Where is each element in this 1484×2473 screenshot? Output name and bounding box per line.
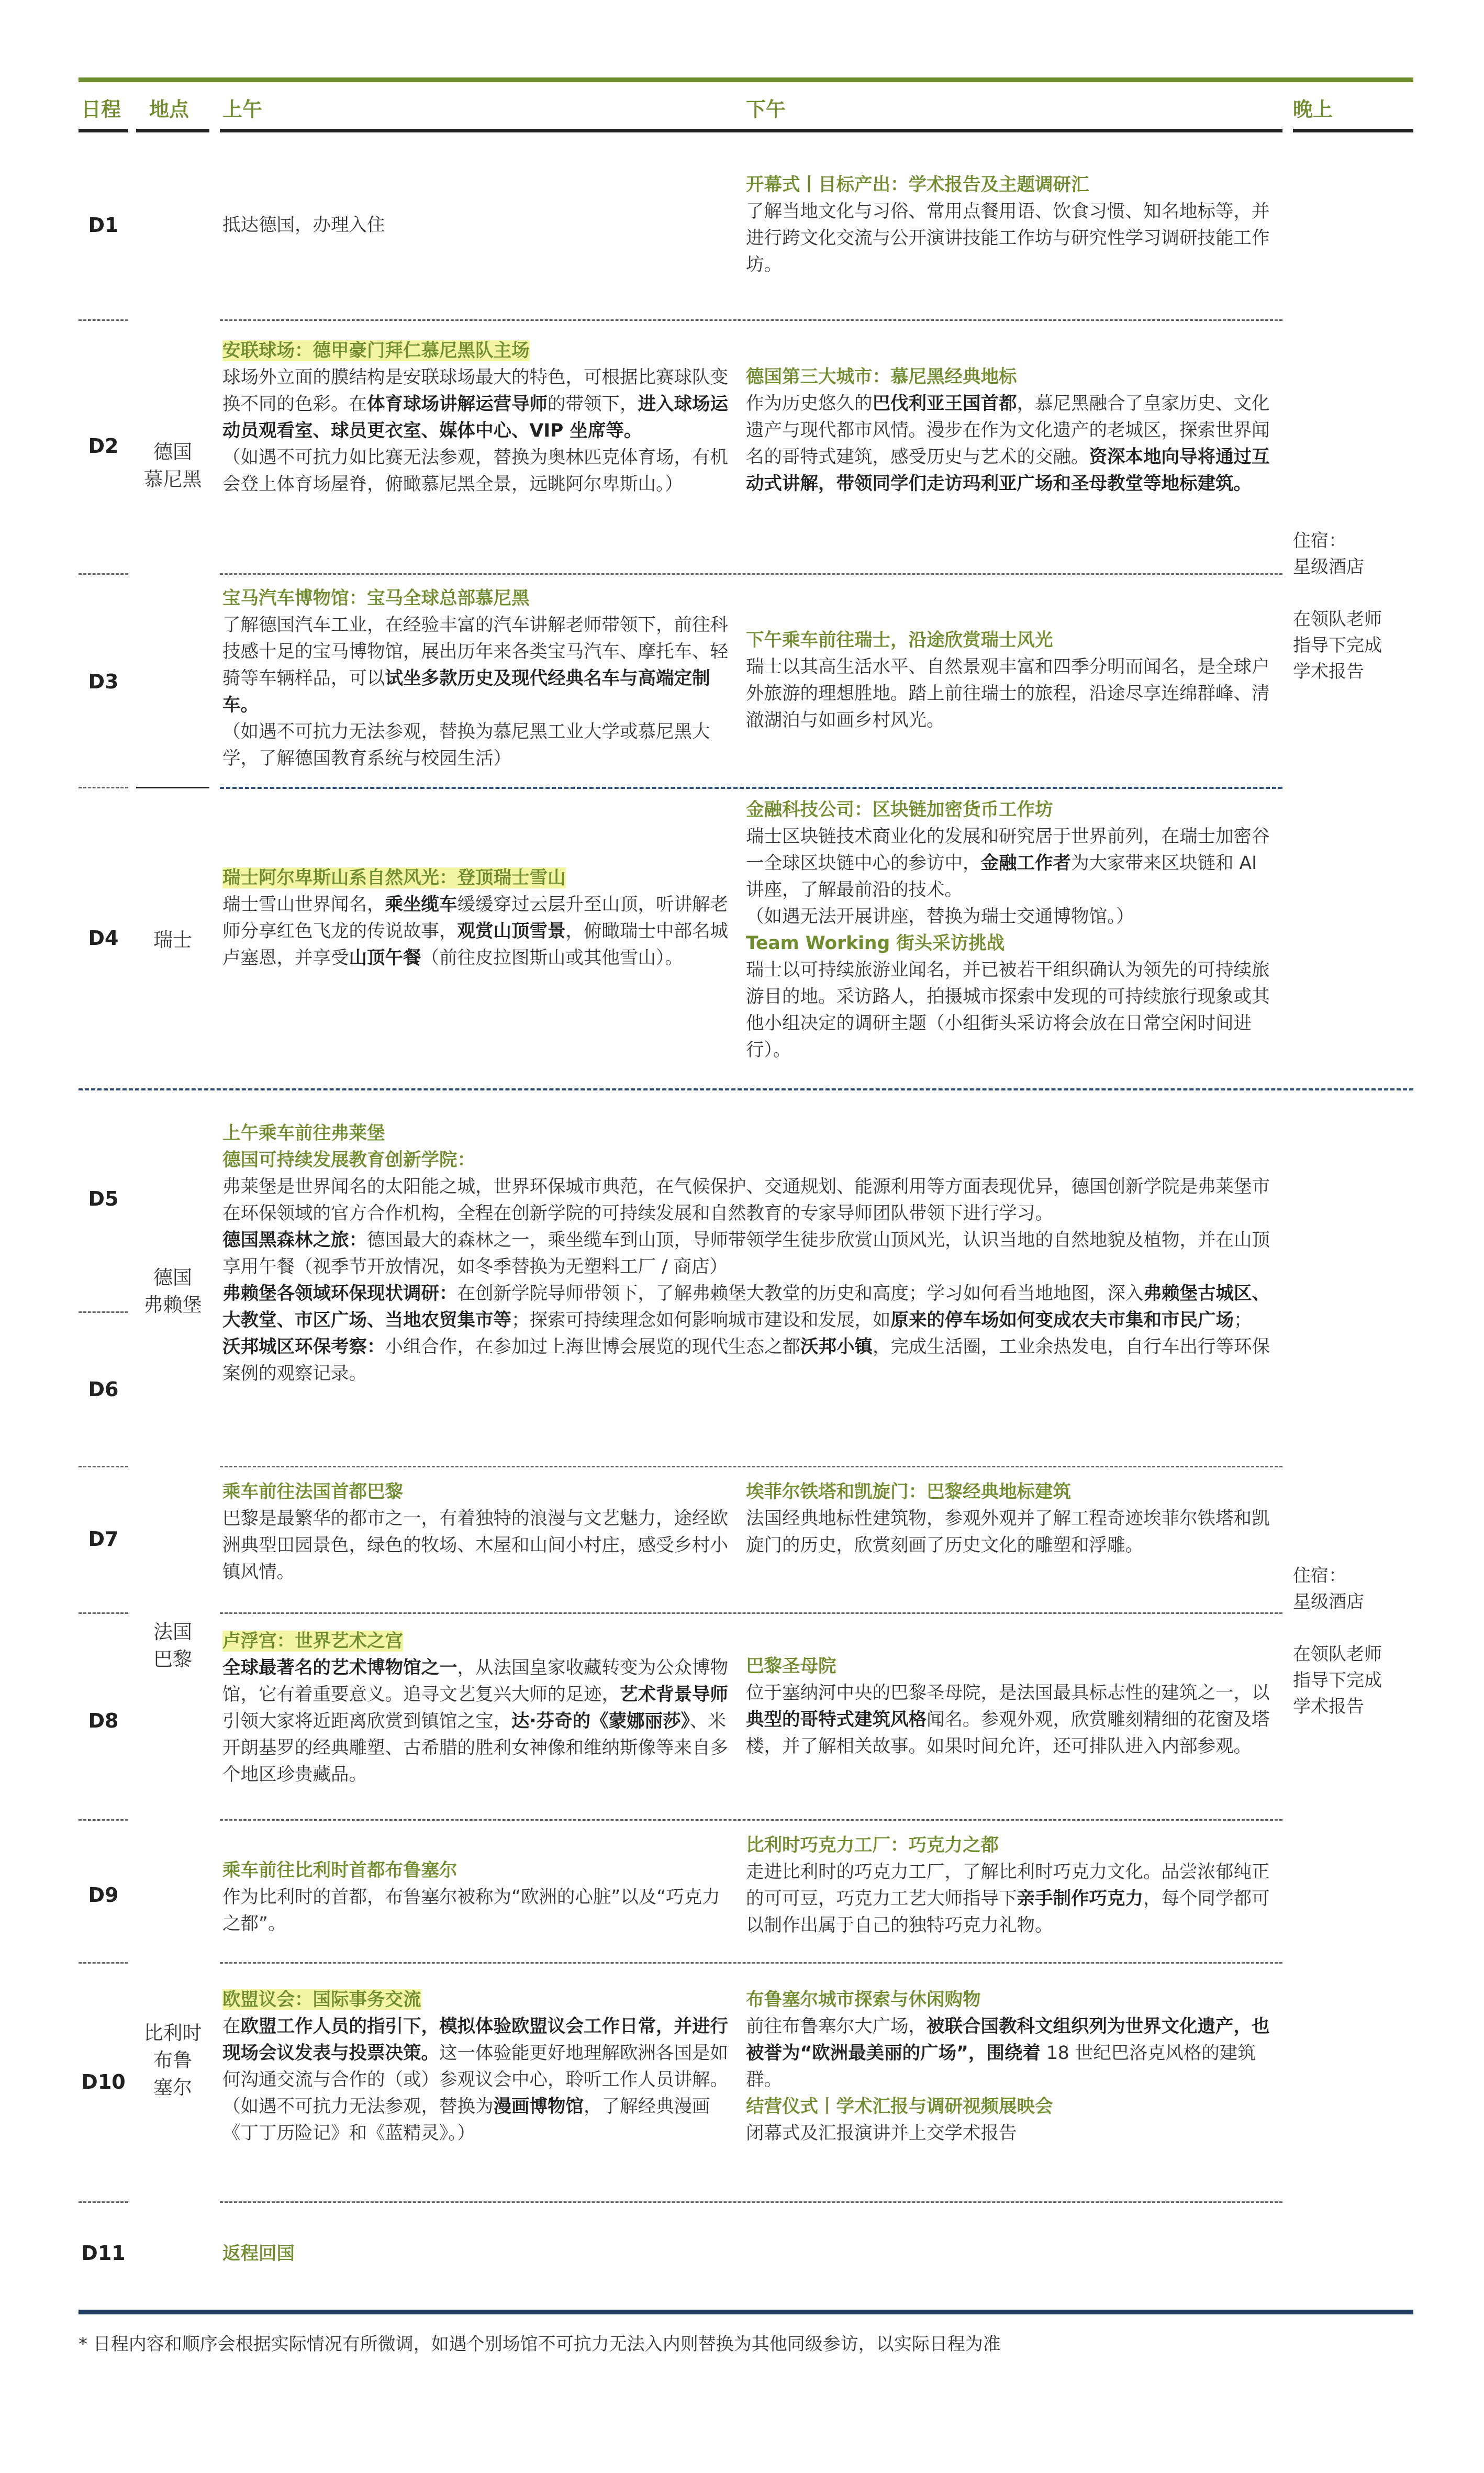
d5-title-1: 上午乘车前往弗莱堡 — [222, 1123, 385, 1144]
d8-morning-text: 、米开朗基罗的经典雕塑、古希腊的胜利女神像和维纳斯像等来自多个地区珍贵藏品。 — [222, 1711, 728, 1785]
d4-morning-text: 瑞士雪山世界闻名， — [222, 894, 385, 915]
d1-afternoon-title: 开幕式丨目标产出：学术报告及主题调研汇 — [746, 174, 1089, 195]
d3-morning-title: 宝马汽车博物馆：宝马全球总部慕尼黑 — [222, 588, 530, 609]
d4-afternoon-text: 为大家带来区块链和 AI 讲座，了解最前沿的技术。 — [746, 853, 1257, 900]
row-divider — [220, 1819, 1282, 1821]
header-rule — [1293, 129, 1413, 132]
day-label-d11: D11 — [81, 2242, 126, 2265]
d4-morning — [222, 865, 735, 972]
row-divider — [220, 1466, 1282, 1467]
d8-morning-text: 引领大家将近距离欣赏到镇馆之宝， — [222, 1711, 511, 1732]
d4-morning-bold: 山顶午餐 — [349, 948, 421, 968]
d2-afternoon-bold: 巴伐利亚王国首都 — [872, 393, 1017, 414]
d10-morning-bold: 欧盟工作人员的指引下，模拟体验欧盟议会工作日常，并进行现场会议发表与投票决策。 — [222, 2016, 728, 2064]
day-label-d10: D10 — [81, 2070, 126, 2093]
d8-morning — [222, 1628, 735, 1788]
d7-morning-text: 巴黎是最繁华的都市之一，有着独特的浪漫与文艺魅力，途经欧洲典型田园景色，绿色的牧场、木屋和山间小村庄，感受乡村小镇风情。 — [222, 1508, 728, 1583]
d6-text: 小组合作，在参加过上海世博会展览的现代生态之都 — [385, 1336, 800, 1357]
row-divider — [79, 1466, 128, 1467]
d6-bold: 沃邦小镇 — [800, 1336, 873, 1357]
d2-morning — [222, 338, 735, 498]
d10-afternoon-text: 18 世纪巴洛克风格的建筑群。 — [746, 2043, 1256, 2090]
d4-afternoon-text: 瑞士区块链技术商业化的发展和研究居于世界前列，在瑞士加密谷一全球区块链中心的参访中， — [746, 826, 1270, 874]
d2-afternoon-bold: 资深本地向导将通过互动式讲解，带领同学们走访玛利亚广场和圣母教堂等地标建筑。 — [746, 447, 1270, 494]
d2-morning-text: 球场外立面的膜结构是安联球场最大的特色，可根据比赛球队变换不同的色彩。在 — [222, 367, 728, 415]
d8-morning-title: 卢浮宫：世界艺术之宫 — [222, 1631, 403, 1652]
d8-morning-bold: 达·芬奇的《蒙娜丽莎》 — [511, 1711, 690, 1732]
d9-afternoon-bold: 亲手制作巧克力 — [1017, 1888, 1143, 1909]
d4-morning-text: （前往皮拉图斯山或其他雪山）。 — [421, 948, 683, 968]
d5-title-2: 德国可持续发展教育创新学院： — [222, 1150, 475, 1171]
bottom-rule — [79, 2310, 1413, 2314]
d8-afternoon-bold: 典型的哥特式建筑风格 — [746, 1709, 927, 1730]
d6-text: 在创新学院导师带领下，了解弗赖堡大教堂的历史和高度；学习如何看当地地图，深入 — [457, 1283, 1144, 1304]
d9-morning — [222, 1857, 735, 1937]
d7-morning — [222, 1479, 735, 1586]
d3-afternoon-text: 瑞士以其高生活水平、自然景观丰富和四季分明而闻名，是全球户外旅游的理想胜地。踏上前往瑞士的旅程，沿途尽享连绵群峰、清澈湖泊与如画乡村风光。 — [746, 656, 1270, 731]
d2-morning-title: 安联球场：德甲豪门拜仁慕尼黑队主场 — [222, 340, 530, 361]
d10-afternoon-bold: 被联合国教科文组织列为世界文化遗产，也被誉为“欧洲最美丽的广场”，围绕着 — [746, 2016, 1270, 2064]
d1-morning: 抵达德国，办理入住 — [222, 215, 385, 236]
d2-afternoon — [746, 364, 1275, 497]
row-divider — [220, 319, 1282, 321]
day-label-d1: D1 — [88, 214, 119, 237]
d3-afternoon — [746, 627, 1275, 734]
d7-afternoon-title: 埃菲尔铁塔和凯旋门：巴黎经典地标建筑 — [746, 1481, 1071, 1502]
location-brussels: 比利时 布鲁 塞尔 — [143, 2022, 202, 2099]
d8-afternoon-text: 位于塞纳河中央的巴黎圣母院，是法国最具标志性的建筑之一，以 — [746, 1683, 1270, 1703]
location-munich: 德国 慕尼黑 — [143, 441, 202, 491]
d4-afternoon — [746, 797, 1275, 1064]
d4-afternoon-text-2: 瑞士以可持续旅游业闻名，并已被若干组织确认为领先的可持续旅游目的地。采访路人，拍摄城市探索中发现的可持续旅行现象或其他小组决定的调研主题（小组街头采访将会放在日常空闲时间进行）。 — [746, 960, 1270, 1061]
d8-morning-bold: 艺术背景导师 — [620, 1684, 728, 1705]
header-rule — [136, 129, 209, 132]
d2-afternoon-text: 作为历史悠久的 — [746, 393, 873, 414]
d4-morning-title: 瑞士阿尔卑斯山系自然风光：登顶瑞士雪山 — [222, 867, 566, 888]
d7-afternoon-text: 法国经典地标性建筑物，参观外观并了解工程奇迹埃菲尔铁塔和凯旋门的历史，欣赏刻画了历史文化的雕塑和浮雕。 — [746, 1508, 1270, 1556]
location-freiburg: 德国 弗赖堡 — [143, 1266, 202, 1316]
day-label-d4: D4 — [88, 927, 119, 950]
top-rule — [79, 77, 1413, 82]
d6-bold: 弗赖堡古城区、大教堂、市区广场、当地农贸集市等 — [222, 1283, 1270, 1331]
header-day: 日程 — [81, 98, 121, 121]
day-label-d8: D8 — [88, 1709, 119, 1732]
d9-morning-title: 乘车前往比利时首都布鲁塞尔 — [222, 1860, 458, 1881]
d3-afternoon-title: 下午乘车前往瑞士，沿途欣赏瑞士风光 — [746, 630, 1053, 651]
row-divider — [79, 319, 128, 321]
d6-text: ，完成生活圈，工业余热发电，自行车出行等环保案例的观察记录。 — [222, 1336, 1270, 1384]
d5-bold: 德国黑森林之旅： — [222, 1230, 367, 1251]
d9-afternoon-text: ，每个同学都可以制作出属于自己的独特巧克力礼物。 — [746, 1888, 1270, 1936]
d10-morning-text: 在 — [222, 2016, 241, 2037]
day-label-d2: D2 — [88, 435, 119, 458]
d2-morning-note: （如遇不可抗力如比赛无法参观，替换为奥林匹克体育场，有机会登上体育场屋脊，俯瞰慕尼黑全景，远眺阿尔卑斯山。） — [222, 447, 728, 495]
header-morning: 上午 — [222, 98, 263, 121]
header-afternoon: 下午 — [746, 98, 786, 121]
footnote: * 日程内容和顺序会根据实际情况有所微调，如遇个别场馆不可抗力无法入内则替换为其他同级参访，以实际日程为准 — [79, 2334, 1001, 2355]
d4-afternoon-bold: 金融工作者 — [980, 853, 1071, 874]
d10-morning — [222, 1987, 735, 2147]
header-evening: 晚上 — [1293, 98, 1333, 121]
evening-note-1: 住宿： 星级酒店 在领队老师 指导下完成 学术报告 — [1293, 530, 1382, 682]
row-divider — [220, 573, 1282, 575]
d2-morning-bold: 进入球场运动员观看室、球员更衣室、媒体中心、VIP 坐席等。 — [222, 394, 728, 441]
location-swiss: 瑞士 — [153, 929, 192, 951]
location-divider — [136, 787, 209, 788]
day-label-d6: D6 — [88, 1378, 119, 1401]
d6-bold: 弗赖堡各领域环保现状调研： — [222, 1283, 458, 1304]
d8-afternoon — [746, 1653, 1275, 1760]
d7-afternoon — [746, 1479, 1275, 1559]
location-paris: 法国 巴黎 — [153, 1621, 192, 1670]
header-rule — [743, 129, 1282, 132]
d4-morning-bold: 观赏山顶雪景 — [457, 921, 566, 942]
row-divider — [79, 573, 128, 575]
evening-note-2: 住宿： 星级酒店 在领队老师 指导下完成 学术报告 — [1293, 1565, 1382, 1717]
d10-morning-title: 欧盟议会：国际事务交流 — [222, 1989, 421, 2010]
d1-afternoon — [746, 172, 1275, 279]
d10-morning-note: （如遇不可抗力无法参观，替换为 — [222, 2096, 494, 2117]
row-divider — [79, 2201, 128, 2203]
d5-d6-content — [222, 1120, 1275, 1387]
d3-morning-note: （如遇不可抗力无法参观，替换为慕尼黑工业大学或慕尼黑大学，了解德国教育系统与校园生活） — [222, 721, 710, 769]
d4-morning-text: 缓缓穿过云层升至山顶，听讲解老师分享红色飞龙的传说故事， — [222, 894, 728, 942]
d5-text-2: 德国最大的森林之一，乘坐缆车到山顶，导师带领学生徒步欣赏山顶风光，认识当地的自然地貌及植物，并在山顶享用午餐（视季节开放情况，如冬季替换为无塑料工厂 / 商店） — [222, 1230, 1270, 1277]
row-divider — [79, 1612, 128, 1614]
row-divider — [220, 787, 1282, 789]
d3-morning-text: 了解德国汽车工业，在经验丰富的汽车讲解老师带领下，前往科技感十足的宝马博物馆，展出历年来各类宝马汽车、摩托车、轻骑等车辆样品，可以 — [222, 615, 728, 689]
day-label-d9: D9 — [88, 1884, 119, 1907]
day-label-d7: D7 — [88, 1528, 119, 1551]
d2-afternoon-title: 德国第三大城市：慕尼黑经典地标 — [746, 366, 1017, 387]
d9-afternoon-title: 比利时巧克力工厂：巧克力之都 — [746, 1835, 999, 1856]
d8-morning-bold: 全球最著名的艺术博物馆之一 — [222, 1657, 458, 1678]
d10-afternoon-text: 前往布鲁塞尔大广场， — [746, 2016, 927, 2037]
row-divider — [220, 1962, 1282, 1964]
d2-afternoon-text: ，慕尼黑融合了皇家历史、文化遗产与现代都市风情。漫步在作为文化遗产的老城区，探索世界闻名的哥特式建筑，感受历史与艺术的交融。 — [746, 393, 1270, 467]
d8-afternoon-text: 闻名。参观外观，欣赏雕刻精细的花窗及塔楼，并了解相关故事。如果时间允许，还可排队进入内部参观。 — [746, 1709, 1270, 1757]
row-divider — [220, 1612, 1282, 1614]
d6-bold: 沃邦城区环保考察： — [222, 1336, 385, 1357]
row-divider — [79, 787, 128, 788]
row-divider — [79, 1311, 128, 1313]
d7-morning-title: 乘车前往法国首都巴黎 — [222, 1481, 403, 1502]
d9-morning-text: 作为比利时的首都，布鲁塞尔被称为“欧洲的心脏”以及“巧克力之都”。 — [222, 1887, 720, 1934]
d10-morning-text: 这一体验能更好地理解欧洲各国是如何沟通交流与合作的（或）参观议会中心，聆听工作人员讲解。 — [222, 2043, 728, 2090]
section-divider — [79, 1088, 1413, 1090]
d11-morning-title: 返程回国 — [222, 2243, 295, 2264]
header-rule — [220, 129, 743, 132]
d2-morning-text: 的带领下， — [548, 394, 638, 415]
d5-text-1: 弗莱堡是世界闻名的太阳能之城，世界环保城市典范，在气候保护、交通规划、能源利用等方面表现优异，德国创新学院是弗莱堡市在环保领域的官方合作机构，全程在创新学院的可持续发展和自然教育的专家导师团队带领下进行学习。 — [222, 1176, 1270, 1224]
day-label-d3: D3 — [88, 670, 119, 693]
d4-morning-text: ，俯瞰瑞士中部名城卢塞恩，并享受 — [222, 921, 728, 968]
row-divider — [79, 1819, 128, 1821]
d10-afternoon-text-2: 闭幕式及汇报演讲并上交学术报告 — [746, 2123, 1017, 2144]
d10-morning-note: ，了解经典漫画《丁丁历险记》和《蓝精灵》。） — [222, 2096, 710, 2144]
d9-afternoon — [746, 1832, 1275, 1939]
d4-afternoon-note: （如遇无法开展讲座，替换为瑞士交通博物馆。） — [746, 906, 1134, 927]
d4-afternoon-title-1: 金融科技公司：区块链加密货币工作坊 — [746, 799, 1053, 820]
row-divider — [220, 2201, 1282, 2203]
d3-morning-bold: 试坐多款历史及现代经典名车与高端定制车。 — [222, 668, 710, 716]
row-divider — [79, 1962, 128, 1964]
d6-text: ；探索可持续理念如何影响城市建设和发展，如 — [511, 1310, 891, 1331]
day-label-d5: D5 — [88, 1187, 119, 1210]
d8-afternoon-title: 巴黎圣母院 — [746, 1656, 836, 1677]
header-rule — [79, 129, 128, 132]
d3-morning — [222, 585, 735, 772]
d1-afternoon-text: 了解当地文化与习俗、常用点餐用语、饮食习惯、知名地标等，并进行跨文化交流与公开演讲技能工作坊与研究性学习调研技能工作坊。 — [746, 201, 1270, 275]
d10-afternoon-title-2: 结营仪式丨学术汇报与调研视频展映会 — [746, 2096, 1053, 2117]
d4-afternoon-title-2: Team Working 街头采访挑战 — [746, 933, 1005, 954]
d10-afternoon-title-1: 布鲁塞尔城市探索与休闲购物 — [746, 1989, 981, 2010]
d4-morning-bold: 乘坐缆车 — [385, 894, 458, 915]
d8-morning-text: ，从法国皇家收藏转变为公众博物馆，它有着重要意义。追寻文艺复兴大师的足迹， — [222, 1657, 728, 1705]
d10-morning-bold: 漫画博物馆 — [493, 2096, 584, 2117]
d6-bold: 原来的停车场如何变成农夫市集和市民广场 — [890, 1310, 1234, 1331]
d2-morning-bold: 体育球场讲解运营导师 — [367, 394, 548, 415]
d10-afternoon — [746, 1987, 1275, 2147]
header-location: 地点 — [149, 98, 189, 121]
d9-afternoon-text: 走进比利时的巧克力工厂，了解比利时巧克力文化。品尝浓郁纯正的可可豆，巧克力工艺大师指导下 — [746, 1862, 1270, 1909]
d6-text: ； — [1234, 1310, 1252, 1331]
